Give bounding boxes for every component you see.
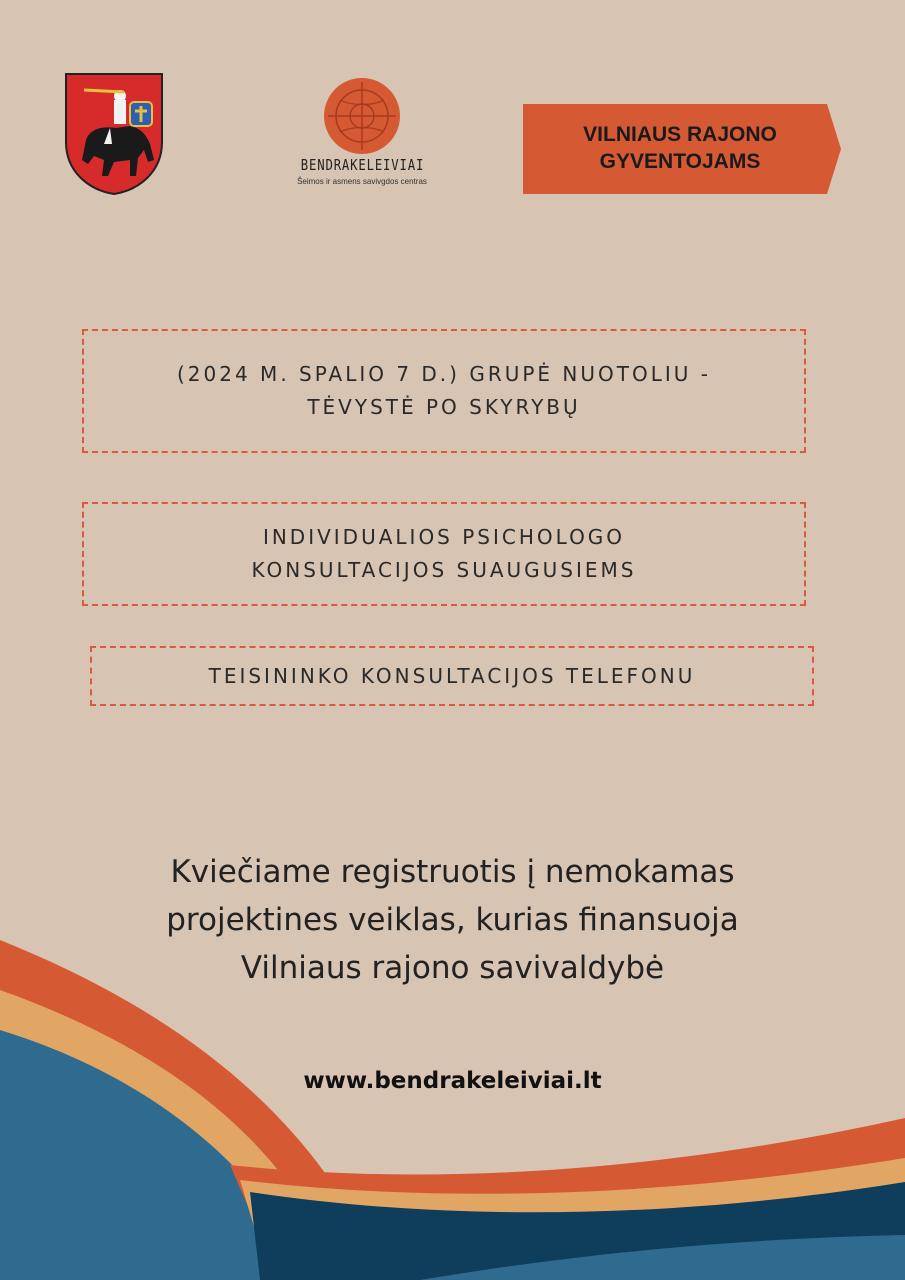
- website-link[interactable]: www.bendrakeleiviai.lt: [303, 1068, 602, 1094]
- service-box-lawyer: [90, 646, 814, 706]
- service-box-group: [82, 329, 806, 453]
- service-text: INDIVIDUALIOS PSICHOLOGO KONSULTACIJOS SUAUGUSIEMS: [251, 525, 637, 582]
- logo-name: BENDRAKELEIVIAI: [300, 156, 425, 174]
- bendrakeleiviai-circle-logo-icon: [322, 76, 402, 156]
- logo-subtitle: Šeimos ir asmens savivgdos centras: [297, 177, 427, 186]
- service-text: TEISININKO KONSULTACIJOS TELEFONU: [208, 663, 696, 688]
- service-box-psychologist: [82, 502, 806, 606]
- ribbon-text: VILNIAUS RAJONO GYVENTOJAMS: [583, 123, 777, 173]
- service-text: (2024 M. SPALIO 7 D.) GRUPĖ NUOTOLIU - TĖVYSTĖ PO SKYRYBŲ: [177, 362, 711, 419]
- vilnius-district-coat-of-arms-icon: [64, 72, 164, 196]
- invitation-text: Kviečiame registruotis į nemokamas projektines veiklas, kurias finansuoja Vilniaus rajono savivaldybė: [166, 854, 739, 986]
